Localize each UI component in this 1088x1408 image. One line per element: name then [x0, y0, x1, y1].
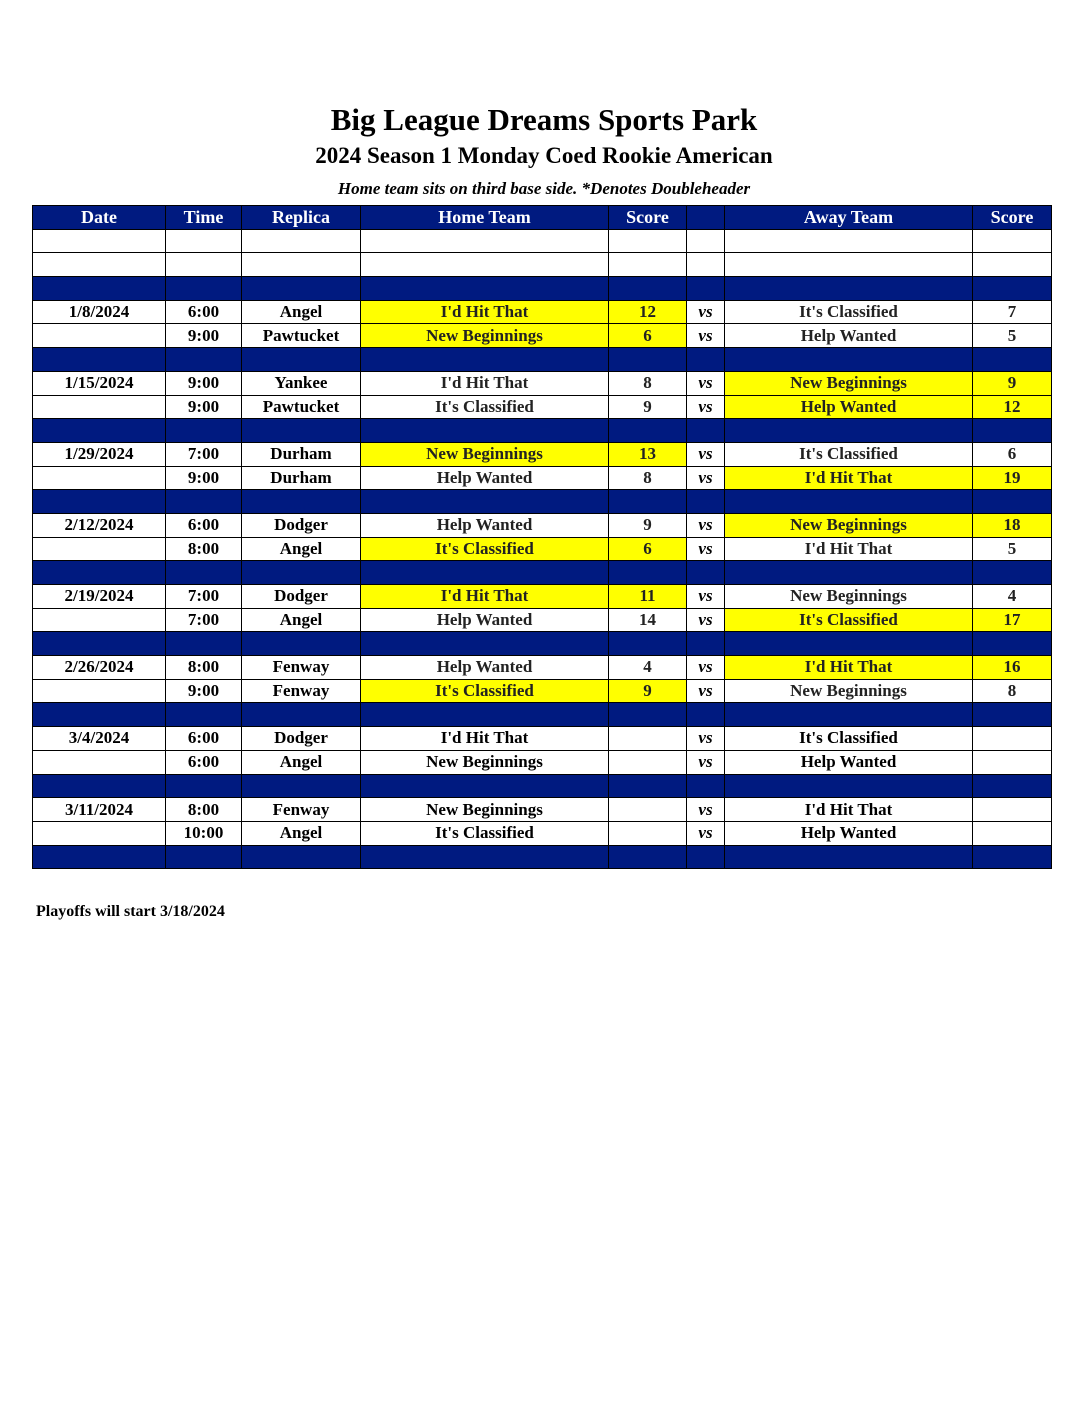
- separator-cell: [361, 561, 609, 585]
- separator-cell: [33, 774, 166, 798]
- away-score: 9: [973, 371, 1052, 395]
- vs-label: vs: [687, 466, 725, 490]
- game-date: 2/26/2024: [33, 656, 166, 680]
- game-row: [33, 513, 1052, 537]
- vs-label: vs: [687, 585, 725, 609]
- separator-cell: [973, 419, 1052, 443]
- blank-cell: [33, 253, 166, 277]
- separator-cell: [361, 348, 609, 372]
- home-score: 12: [609, 300, 687, 324]
- game-date: [33, 395, 166, 419]
- home-score: 8: [609, 371, 687, 395]
- separator-cell: [166, 774, 242, 798]
- separator-cell: [687, 419, 725, 443]
- separator-cell: [725, 277, 973, 301]
- blank-cell: [609, 253, 687, 277]
- col-replica-header: Replica: [242, 206, 361, 230]
- game-time: 8:00: [166, 537, 242, 561]
- blank-row: [33, 229, 1052, 253]
- game-row: [33, 324, 1052, 348]
- blank-cell: [725, 229, 973, 253]
- game-time: 9:00: [166, 371, 242, 395]
- game-row: [33, 371, 1052, 395]
- separator-cell: [725, 632, 973, 656]
- away-team: New Beginnings: [725, 679, 973, 703]
- away-score: [973, 821, 1052, 845]
- separator-cell: [687, 703, 725, 727]
- home-score: 11: [609, 585, 687, 609]
- separator-cell: [166, 490, 242, 514]
- week-separator: [33, 632, 1052, 656]
- separator-cell: [687, 490, 725, 514]
- game-date: [33, 679, 166, 703]
- blank-cell: [361, 253, 609, 277]
- away-team: Help Wanted: [725, 395, 973, 419]
- game-field: Angel: [242, 821, 361, 845]
- away-score: [973, 750, 1052, 774]
- separator-cell: [361, 632, 609, 656]
- col-date-header: Date: [33, 206, 166, 230]
- blank-cell: [33, 229, 166, 253]
- separator-cell: [725, 845, 973, 869]
- home-score: 9: [609, 513, 687, 537]
- vs-label: vs: [687, 798, 725, 822]
- away-team: New Beginnings: [725, 585, 973, 609]
- away-score: [973, 798, 1052, 822]
- blank-cell: [166, 229, 242, 253]
- away-team: New Beginnings: [725, 371, 973, 395]
- schedule-body: [33, 229, 1052, 869]
- col-vs-header: [687, 206, 725, 230]
- away-team: I'd Hit That: [725, 537, 973, 561]
- away-team: It's Classified: [725, 442, 973, 466]
- home-team: I'd Hit That: [361, 371, 609, 395]
- game-row: [33, 537, 1052, 561]
- away-score: 6: [973, 442, 1052, 466]
- game-row: [33, 585, 1052, 609]
- separator-cell: [609, 774, 687, 798]
- away-score: 16: [973, 656, 1052, 680]
- separator-cell: [609, 348, 687, 372]
- game-time: 9:00: [166, 679, 242, 703]
- game-field: Angel: [242, 750, 361, 774]
- away-score: 5: [973, 537, 1052, 561]
- separator-cell: [687, 845, 725, 869]
- game-time: 8:00: [166, 656, 242, 680]
- separator-cell: [361, 419, 609, 443]
- home-score: 14: [609, 608, 687, 632]
- separator-cell: [33, 348, 166, 372]
- week-separator: [33, 490, 1052, 514]
- separator-cell: [242, 419, 361, 443]
- separator-cell: [33, 632, 166, 656]
- blank-cell: [973, 253, 1052, 277]
- separator-cell: [33, 703, 166, 727]
- week-separator: [33, 703, 1052, 727]
- separator-cell: [33, 561, 166, 585]
- home-score: 6: [609, 537, 687, 561]
- separator-cell: [725, 419, 973, 443]
- game-date: 1/29/2024: [33, 442, 166, 466]
- game-time: 6:00: [166, 513, 242, 537]
- game-row: [33, 395, 1052, 419]
- game-date: [33, 466, 166, 490]
- game-field: Angel: [242, 300, 361, 324]
- separator-cell: [609, 490, 687, 514]
- vs-label: vs: [687, 300, 725, 324]
- separator-cell: [687, 632, 725, 656]
- col-time-header: Time: [166, 206, 242, 230]
- away-score: 5: [973, 324, 1052, 348]
- blank-cell: [725, 253, 973, 277]
- game-row: [33, 608, 1052, 632]
- home-score: [609, 750, 687, 774]
- vs-label: vs: [687, 727, 725, 751]
- away-team: It's Classified: [725, 608, 973, 632]
- separator-cell: [166, 632, 242, 656]
- vs-label: vs: [687, 750, 725, 774]
- away-score: 8: [973, 679, 1052, 703]
- vs-label: vs: [687, 324, 725, 348]
- home-team: Help Wanted: [361, 656, 609, 680]
- game-date: 3/4/2024: [33, 727, 166, 751]
- game-time: 7:00: [166, 585, 242, 609]
- separator-cell: [687, 277, 725, 301]
- game-time: 10:00: [166, 821, 242, 845]
- blank-cell: [166, 253, 242, 277]
- separator-cell: [361, 490, 609, 514]
- game-date: 3/11/2024: [33, 798, 166, 822]
- separator-cell: [725, 561, 973, 585]
- vs-label: vs: [687, 513, 725, 537]
- game-row: [33, 679, 1052, 703]
- game-time: 9:00: [166, 395, 242, 419]
- week-separator: [33, 348, 1052, 372]
- blank-cell: [687, 229, 725, 253]
- separator-cell: [242, 348, 361, 372]
- game-time: 9:00: [166, 324, 242, 348]
- game-date: 1/8/2024: [33, 300, 166, 324]
- game-row: [33, 466, 1052, 490]
- blank-cell: [242, 253, 361, 277]
- away-team: I'd Hit That: [725, 656, 973, 680]
- game-field: Yankee: [242, 371, 361, 395]
- game-row: [33, 300, 1052, 324]
- separator-cell: [725, 774, 973, 798]
- away-team: I'd Hit That: [725, 798, 973, 822]
- season-subtitle: 2024 Season 1 Monday Coed Rookie American: [315, 143, 773, 168]
- separator-cell: [725, 490, 973, 514]
- col-away-team-header: Away Team: [725, 206, 973, 230]
- game-row: [33, 442, 1052, 466]
- away-score: 7: [973, 300, 1052, 324]
- week-separator: [33, 774, 1052, 798]
- separator-cell: [361, 277, 609, 301]
- schedule-table: [32, 205, 1052, 869]
- away-score: 12: [973, 395, 1052, 419]
- away-score: 18: [973, 513, 1052, 537]
- away-team: It's Classified: [725, 727, 973, 751]
- home-team: New Beginnings: [361, 750, 609, 774]
- separator-cell: [166, 419, 242, 443]
- separator-cell: [687, 774, 725, 798]
- game-field: Pawtucket: [242, 395, 361, 419]
- separator-cell: [725, 703, 973, 727]
- home-score: 9: [609, 395, 687, 419]
- home-team: New Beginnings: [361, 324, 609, 348]
- separator-cell: [166, 703, 242, 727]
- col-home-score-header: Score: [609, 206, 687, 230]
- blank-cell: [973, 229, 1052, 253]
- home-score: [609, 727, 687, 751]
- separator-cell: [242, 845, 361, 869]
- separator-cell: [242, 774, 361, 798]
- away-team: It's Classified: [725, 300, 973, 324]
- home-team: Help Wanted: [361, 466, 609, 490]
- away-team: Help Wanted: [725, 750, 973, 774]
- game-row: [33, 656, 1052, 680]
- game-time: 7:00: [166, 608, 242, 632]
- separator-cell: [33, 277, 166, 301]
- separator-cell: [242, 561, 361, 585]
- home-team: I'd Hit That: [361, 727, 609, 751]
- separator-cell: [973, 490, 1052, 514]
- game-field: Fenway: [242, 798, 361, 822]
- blank-cell: [242, 229, 361, 253]
- vs-label: vs: [687, 537, 725, 561]
- away-score: 4: [973, 585, 1052, 609]
- game-date: 2/12/2024: [33, 513, 166, 537]
- home-score: 4: [609, 656, 687, 680]
- separator-cell: [687, 561, 725, 585]
- separator-cell: [242, 277, 361, 301]
- separator-cell: [33, 419, 166, 443]
- game-field: Angel: [242, 537, 361, 561]
- blank-cell: [609, 229, 687, 253]
- vs-label: vs: [687, 821, 725, 845]
- separator-cell: [609, 845, 687, 869]
- home-team: It's Classified: [361, 395, 609, 419]
- home-team: Help Wanted: [361, 608, 609, 632]
- away-score: [973, 727, 1052, 751]
- home-score: 9: [609, 679, 687, 703]
- away-team: Help Wanted: [725, 821, 973, 845]
- separator-cell: [242, 703, 361, 727]
- vs-label: vs: [687, 608, 725, 632]
- separator-cell: [609, 561, 687, 585]
- game-date: [33, 324, 166, 348]
- game-field: Fenway: [242, 679, 361, 703]
- game-time: 6:00: [166, 727, 242, 751]
- blank-row: [33, 253, 1052, 277]
- game-row: [33, 750, 1052, 774]
- separator-cell: [973, 703, 1052, 727]
- separator-cell: [609, 632, 687, 656]
- separator-cell: [973, 632, 1052, 656]
- separator-cell: [361, 845, 609, 869]
- game-date: 1/15/2024: [33, 371, 166, 395]
- home-score: [609, 821, 687, 845]
- separator-cell: [361, 703, 609, 727]
- separator-cell: [166, 277, 242, 301]
- vs-label: vs: [687, 679, 725, 703]
- separator-cell: [609, 419, 687, 443]
- game-date: 2/19/2024: [33, 585, 166, 609]
- week-separator: [33, 561, 1052, 585]
- home-score: 6: [609, 324, 687, 348]
- separator-cell: [687, 348, 725, 372]
- game-row: [33, 798, 1052, 822]
- separator-cell: [33, 845, 166, 869]
- home-team: It's Classified: [361, 679, 609, 703]
- game-field: Pawtucket: [242, 324, 361, 348]
- blank-cell: [361, 229, 609, 253]
- away-score: 19: [973, 466, 1052, 490]
- week-separator: [33, 845, 1052, 869]
- game-field: Dodger: [242, 727, 361, 751]
- home-team: Help Wanted: [361, 513, 609, 537]
- separator-cell: [973, 348, 1052, 372]
- separator-cell: [166, 348, 242, 372]
- blank-cell: [687, 253, 725, 277]
- separator-cell: [33, 490, 166, 514]
- separator-cell: [973, 277, 1052, 301]
- separator-cell: [973, 845, 1052, 869]
- home-team: It's Classified: [361, 821, 609, 845]
- game-row: [33, 727, 1052, 751]
- header-row: [33, 206, 1052, 230]
- game-field: Durham: [242, 466, 361, 490]
- separator-cell: [609, 277, 687, 301]
- home-team: I'd Hit That: [361, 585, 609, 609]
- game-field: Durham: [242, 442, 361, 466]
- game-date: [33, 608, 166, 632]
- home-score: 8: [609, 466, 687, 490]
- vs-label: vs: [687, 395, 725, 419]
- game-date: [33, 537, 166, 561]
- away-team: I'd Hit That: [725, 466, 973, 490]
- col-home-team-header: Home Team: [361, 206, 609, 230]
- home-team: New Beginnings: [361, 442, 609, 466]
- separator-cell: [725, 348, 973, 372]
- playoffs-note: Playoffs will start 3/18/2024: [36, 903, 225, 920]
- game-field: Dodger: [242, 585, 361, 609]
- vs-label: vs: [687, 442, 725, 466]
- game-time: 9:00: [166, 466, 242, 490]
- separator-cell: [166, 845, 242, 869]
- separator-cell: [166, 561, 242, 585]
- separator-cell: [973, 561, 1052, 585]
- col-away-score-header: Score: [973, 206, 1052, 230]
- game-time: 6:00: [166, 300, 242, 324]
- away-score: 17: [973, 608, 1052, 632]
- separator-cell: [973, 774, 1052, 798]
- vs-label: vs: [687, 656, 725, 680]
- schedule-note: Home team sits on third base side. *Denotes Doubleheader: [337, 179, 751, 198]
- separator-cell: [242, 490, 361, 514]
- separator-cell: [242, 632, 361, 656]
- home-score: [609, 798, 687, 822]
- page-title: Big League Dreams Sports Park: [330, 102, 758, 137]
- home-team: I'd Hit That: [361, 300, 609, 324]
- week-separator: [33, 419, 1052, 443]
- game-field: Fenway: [242, 656, 361, 680]
- home-score: 13: [609, 442, 687, 466]
- game-field: Dodger: [242, 513, 361, 537]
- away-team: Help Wanted: [725, 324, 973, 348]
- separator-cell: [361, 774, 609, 798]
- game-date: [33, 750, 166, 774]
- away-team: New Beginnings: [725, 513, 973, 537]
- home-team: New Beginnings: [361, 798, 609, 822]
- game-time: 6:00: [166, 750, 242, 774]
- home-team: It's Classified: [361, 537, 609, 561]
- game-time: 8:00: [166, 798, 242, 822]
- game-row: [33, 821, 1052, 845]
- week-separator: [33, 277, 1052, 301]
- game-field: Angel: [242, 608, 361, 632]
- separator-cell: [609, 703, 687, 727]
- vs-label: vs: [687, 371, 725, 395]
- game-time: 7:00: [166, 442, 242, 466]
- game-date: [33, 821, 166, 845]
